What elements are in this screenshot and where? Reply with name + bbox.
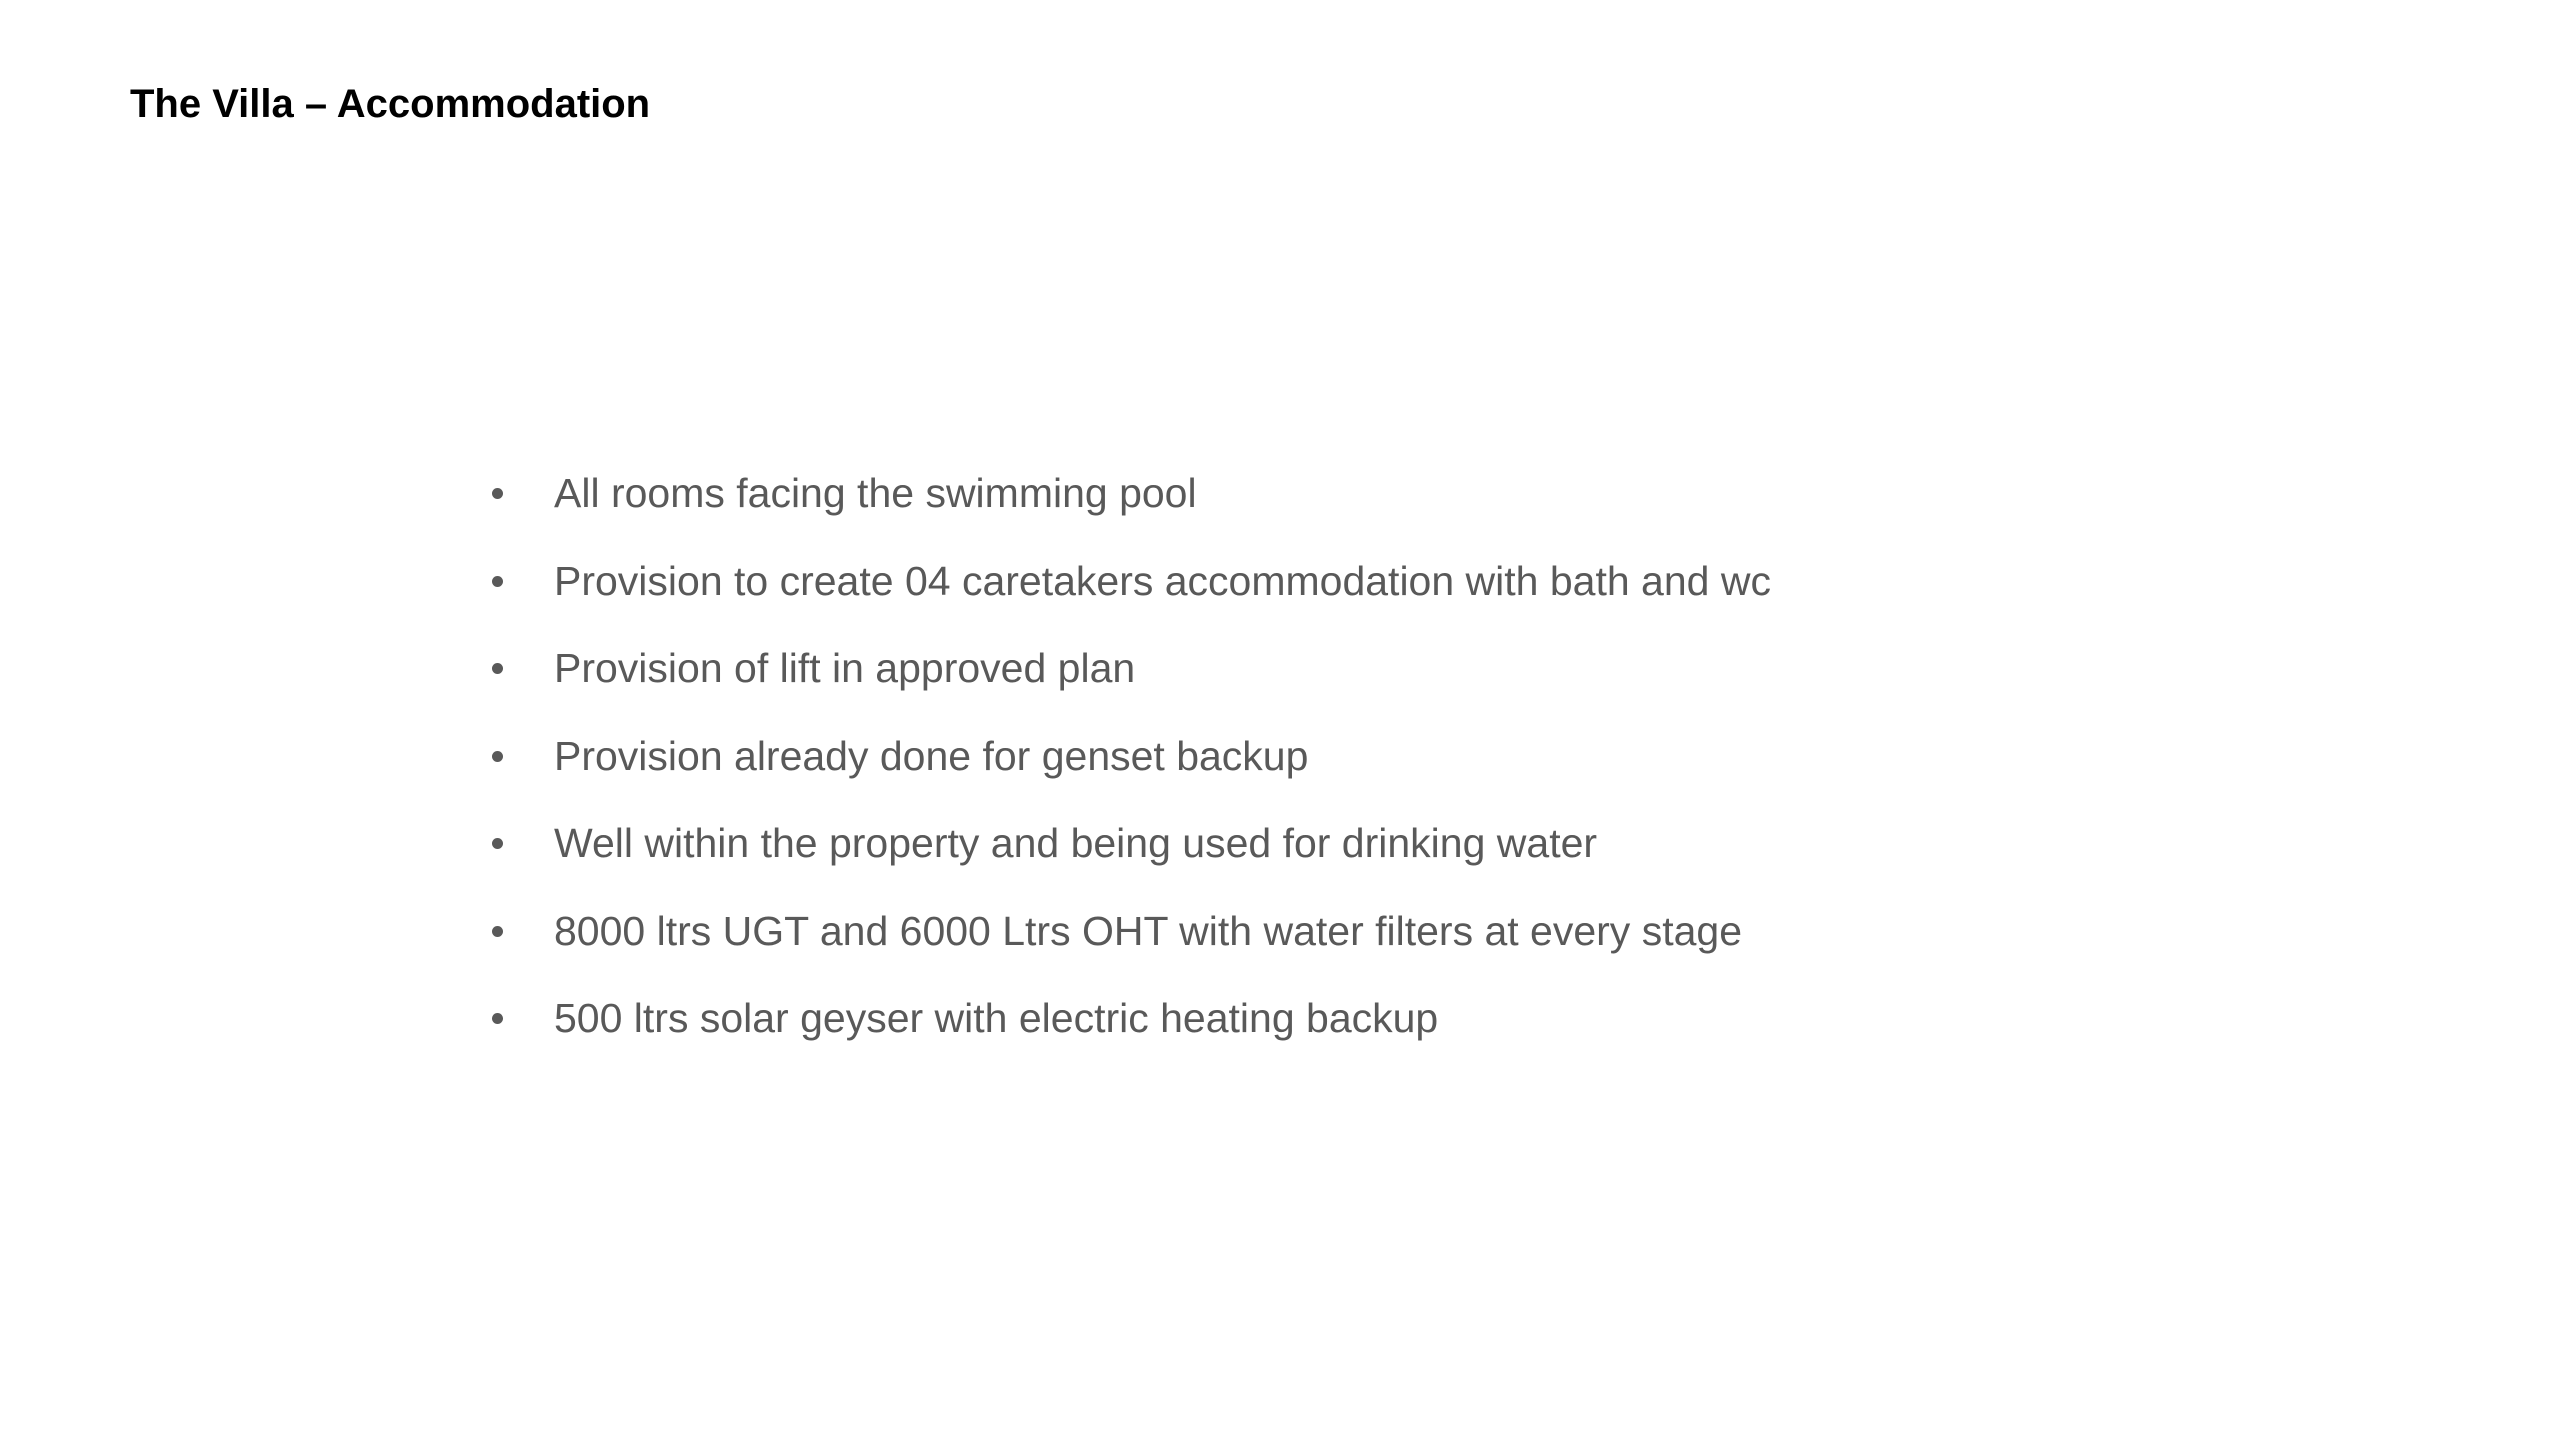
slide-title: The Villa – Accommodation: [130, 82, 651, 126]
bullet-dot-icon: [492, 663, 503, 674]
bullet-text: Provision to create 04 caretakers accommodation with bath and wc: [554, 557, 1771, 604]
bullet-text: All rooms facing the swimming pool: [554, 470, 1197, 517]
bullet-item: [492, 800, 1771, 888]
bullet-item: [492, 888, 1771, 976]
bullet-text: 8000 ltrs UGT and 6000 Ltrs OHT with water filters at every stage: [554, 907, 1742, 954]
bullet-dot-icon: [492, 751, 503, 762]
bullet-item: [492, 450, 1771, 538]
bullet-list: [492, 450, 1771, 1063]
bullet-item: [492, 538, 1771, 626]
bullet-item: [492, 975, 1771, 1063]
bullet-dot-icon: [492, 1013, 503, 1024]
bullet-dot-icon: [492, 926, 503, 937]
bullet-text: 500 ltrs solar geyser with electric heating backup: [554, 995, 1439, 1042]
bullet-dot-icon: [492, 576, 503, 587]
bullet-text: Provision of lift in approved plan: [554, 645, 1136, 692]
bullet-dot-icon: [492, 838, 503, 849]
bullet-text: Well within the property and being used for drinking water: [554, 820, 1598, 867]
bullet-item: [492, 625, 1771, 713]
bullet-text: Provision already done for genset backup: [554, 732, 1309, 779]
bullet-item: [492, 713, 1771, 801]
bullet-dot-icon: [492, 488, 503, 499]
